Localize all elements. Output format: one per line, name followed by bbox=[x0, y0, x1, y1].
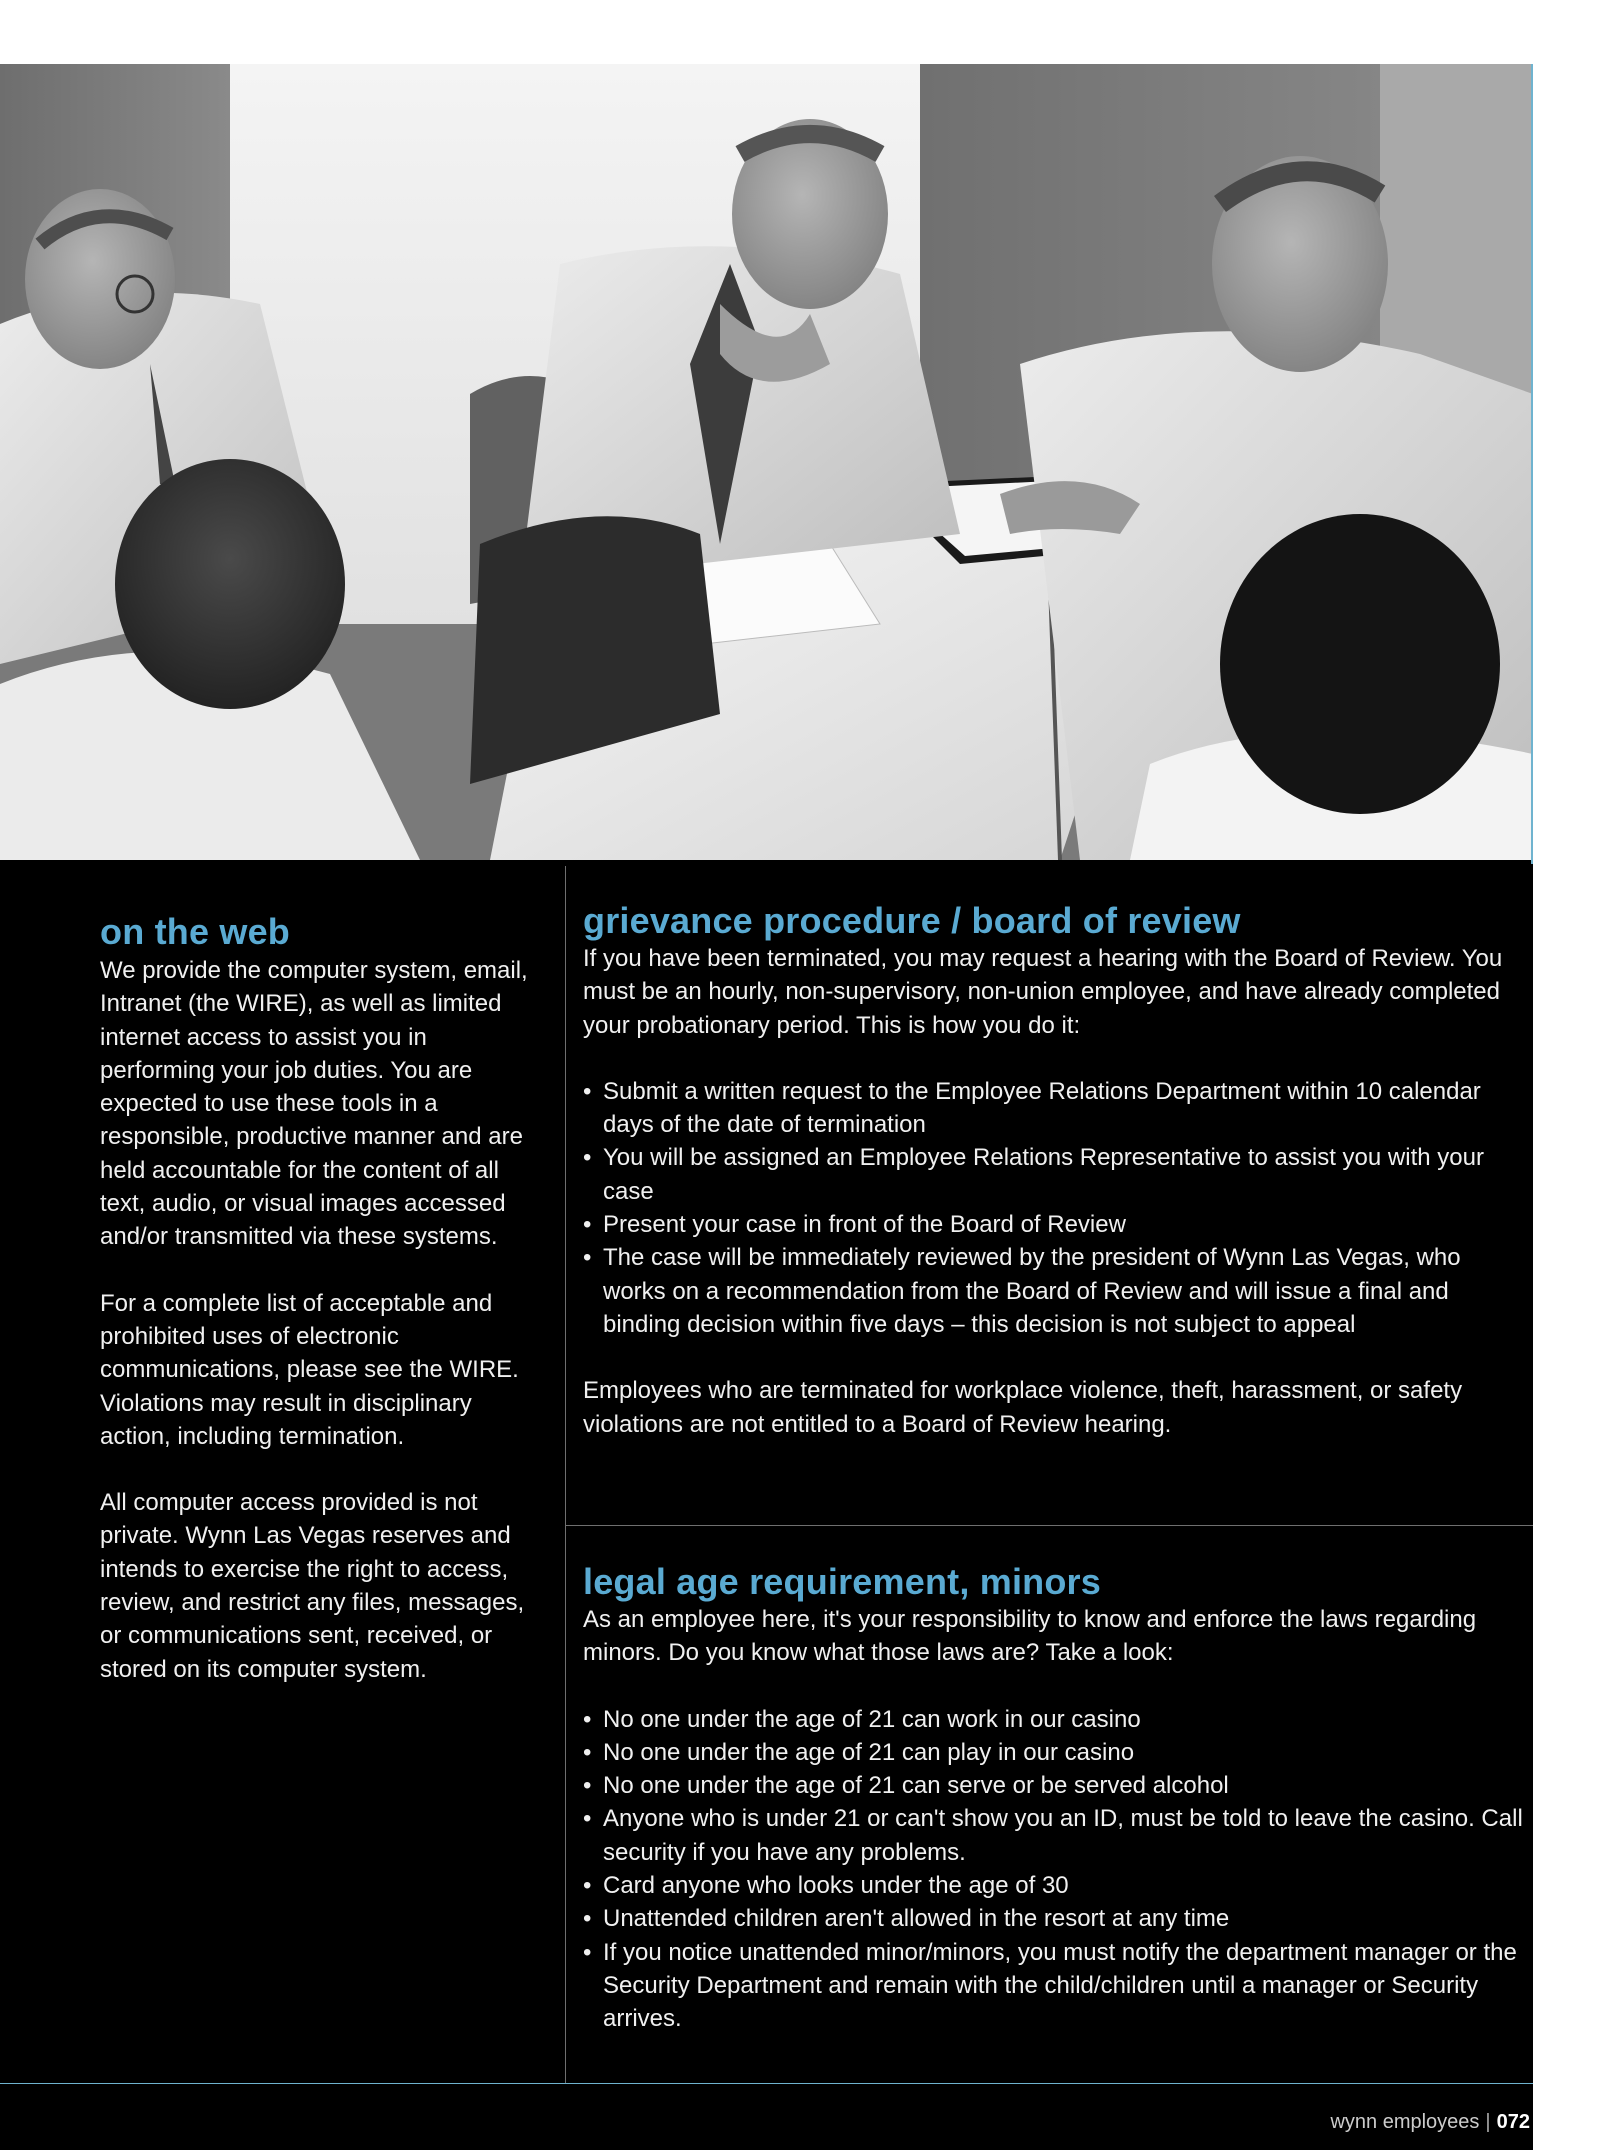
page-footer bbox=[1330, 2110, 1530, 2134]
section-divider bbox=[565, 1525, 1533, 1526]
grievance-closing: Employees who are terminated for workplace violence, theft, harassment, or safety violations are not entitled to a Board of Review hearing. bbox=[583, 1377, 1463, 1438]
on-the-web-heading: on the web bbox=[100, 911, 290, 952]
grievance-bullet: • You will be assigned an Employee Relations Representative to assist you with your case bbox=[583, 1141, 1528, 1208]
legal-age-bullet: • Unattended children aren't allowed in the resort at any time bbox=[583, 1902, 1528, 1935]
column-divider bbox=[565, 866, 566, 2084]
legal-age-bullet: • No one under the age of 21 can serve or be served alcohol bbox=[583, 1769, 1528, 1802]
footer-rule bbox=[0, 2083, 1533, 2084]
legal-age-intro: As an employee here, it's your responsibility to know and enforce the laws regarding minors. Do you know what those laws are? Take a look: bbox=[583, 1606, 1477, 1667]
grievance-bullet: • The case will be immediately reviewed by the president of Wynn Las Vegas, who works on a recommendation from the Board of Review and will issue a final and binding decision within five days – this decision is not subject to appeal bbox=[583, 1241, 1528, 1341]
photo-edge-accent bbox=[1531, 64, 1533, 864]
on-the-web-paragraph: All computer access provided is not private. Wynn Las Vegas reserves and intends to exercise the right to access, review, and restrict any files, messages, or communications sent, received, or stored on its computer system. bbox=[100, 1489, 525, 1683]
legal-age-bullet: • Card anyone who looks under the age of 30 bbox=[583, 1869, 1528, 1902]
legal-age-bullet: • No one under the age of 21 can work in our casino bbox=[583, 1703, 1528, 1736]
on-the-web-paragraph: We provide the computer system, email, Intranet (the WIRE), as well as limited internet access to assist you in performing your job duties. You are expected to use these tools in a responsible, productive manner and are held accountable for the content of all text, audio, or visual images accessed and/or transmitted via these systems. bbox=[100, 957, 528, 1251]
legal-age-heading: legal age requirement, minors bbox=[583, 1561, 1101, 1602]
footer-label: wynn employees bbox=[1330, 2111, 1480, 2133]
on-the-web-body bbox=[100, 954, 530, 1686]
legal-age-bullet: • If you notice unattended minor/minors, you must notify the department manager or the Security Department and remain with the child/children until a manager or Security arrives. bbox=[583, 1936, 1528, 2036]
grievance-heading: grievance procedure / board of review bbox=[583, 900, 1241, 941]
meeting-photo bbox=[0, 64, 1533, 860]
right-margin bbox=[1533, 0, 1600, 2150]
grievance-bullet: • Submit a written request to the Employee Relations Department within 10 calendar days of the date of termination bbox=[583, 1075, 1528, 1142]
grievance-body bbox=[583, 942, 1528, 1441]
legal-age-bullet: • No one under the age of 21 can play in our casino bbox=[583, 1736, 1528, 1769]
page-number: 072 bbox=[1496, 2111, 1530, 2133]
grievance-intro: If you have been terminated, you may request a hearing with the Board of Review. You must be an hourly, non-supervisory, non-union employee, and have already completed your probationary period. This is how you do it: bbox=[583, 945, 1503, 1039]
footer-separator: | bbox=[1485, 2111, 1491, 2133]
top-margin bbox=[0, 0, 1600, 64]
legal-age-body bbox=[583, 1603, 1528, 2036]
grievance-bullet: • Present your case in front of the Board of Review bbox=[583, 1208, 1528, 1241]
legal-age-bullet: • Anyone who is under 21 or can't show you an ID, must be told to leave the casino. Call security if you have any problems. bbox=[583, 1802, 1528, 1869]
on-the-web-paragraph: For a complete list of acceptable and prohibited uses of electronic communications, please see the WIRE. Violations may result in disciplinary action, including termination. bbox=[100, 1289, 519, 1450]
